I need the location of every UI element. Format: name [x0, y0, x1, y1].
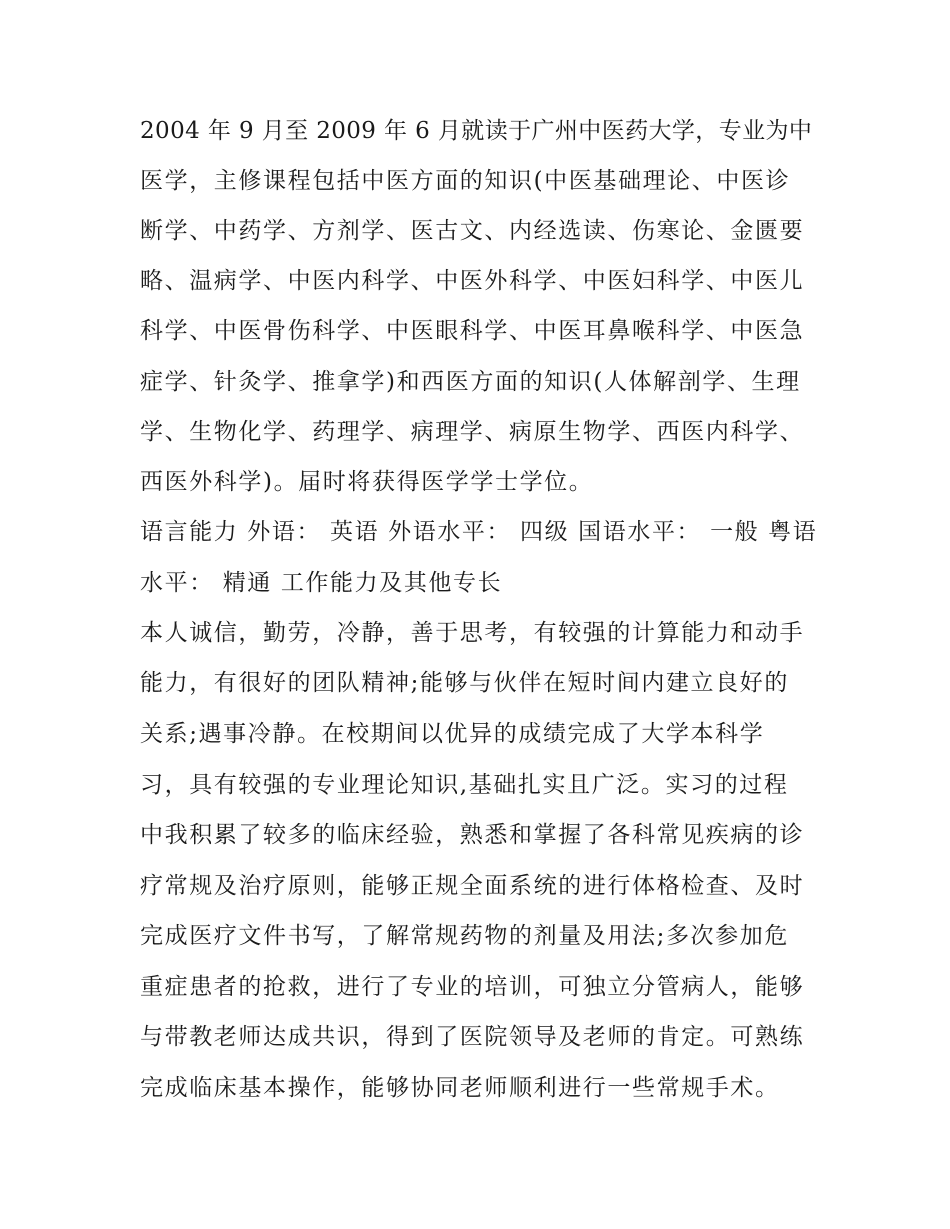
self-assessment-line-3: 关系;遇事冷静。在校期间以优异的成绩完成了大学本科学	[140, 721, 765, 747]
education-line-1: 2004 年 9 月至 2009 年 6 月就读于广州中医药大学，专业为中	[140, 118, 813, 144]
self-assessment-line-5: 中我积累了较多的临床经验，熟悉和掌握了各科常见疾病的诊	[140, 822, 805, 848]
language-line-2: 水平： 精通 工作能力及其他专长	[140, 570, 503, 596]
self-assessment-line-7: 完成医疗文件书写，了解常规药物的剂量及用法;多次参加危	[140, 923, 789, 949]
self-assessment-line-9: 与带教老师达成共识，得到了医院领导及老师的肯定。可熟练	[140, 1024, 805, 1050]
language-line-1: 语言能力 外语： 英语 外语水平： 四级 国语水平： 一般 粤语	[140, 519, 818, 545]
education-line-6: 症学、针灸学、推拿学)和西医方面的知识(人体解剖学、生理	[140, 369, 801, 395]
education-line-5: 科学、中医骨伤科学、中医眼科学、中医耳鼻喉科学、中医急	[140, 318, 805, 344]
education-line-4: 略、温病学、中医内科学、中医外科学、中医妇科学、中医儿	[140, 268, 805, 294]
self-assessment-line-8: 重症患者的抢救，进行了专业的培训，可独立分管病人，能够	[140, 974, 805, 1000]
self-assessment-line-6: 疗常规及治疗原则，能够正规全面系统的进行体格检查、及时	[140, 873, 805, 899]
self-assessment-line-4: 习，具有较强的专业理论知识,基础扎实且广泛。实习的过程	[140, 772, 789, 798]
education-line-7: 学、生物化学、药理学、病理学、病原生物学、西医内科学、	[140, 419, 805, 445]
education-line-2: 医学，主修课程包括中医方面的知识(中医基础理论、中医诊	[140, 168, 791, 194]
education-line-8: 西医外科学)。届时将获得医学学士学位。	[140, 469, 594, 495]
self-assessment-line-2: 能力，有很好的团队精神;能够与伙伴在短时间内建立良好的	[140, 670, 789, 696]
education-line-3: 断学、中药学、方剂学、医古文、内经选读、伤寒论、金匮要	[140, 218, 805, 244]
self-assessment-line-1: 本人诚信，勤劳，冷静，善于思考，有较强的计算能力和动手	[140, 620, 805, 646]
self-assessment-line-10: 完成临床基本操作，能够协同老师顺利进行一些常规手术。	[140, 1075, 780, 1101]
